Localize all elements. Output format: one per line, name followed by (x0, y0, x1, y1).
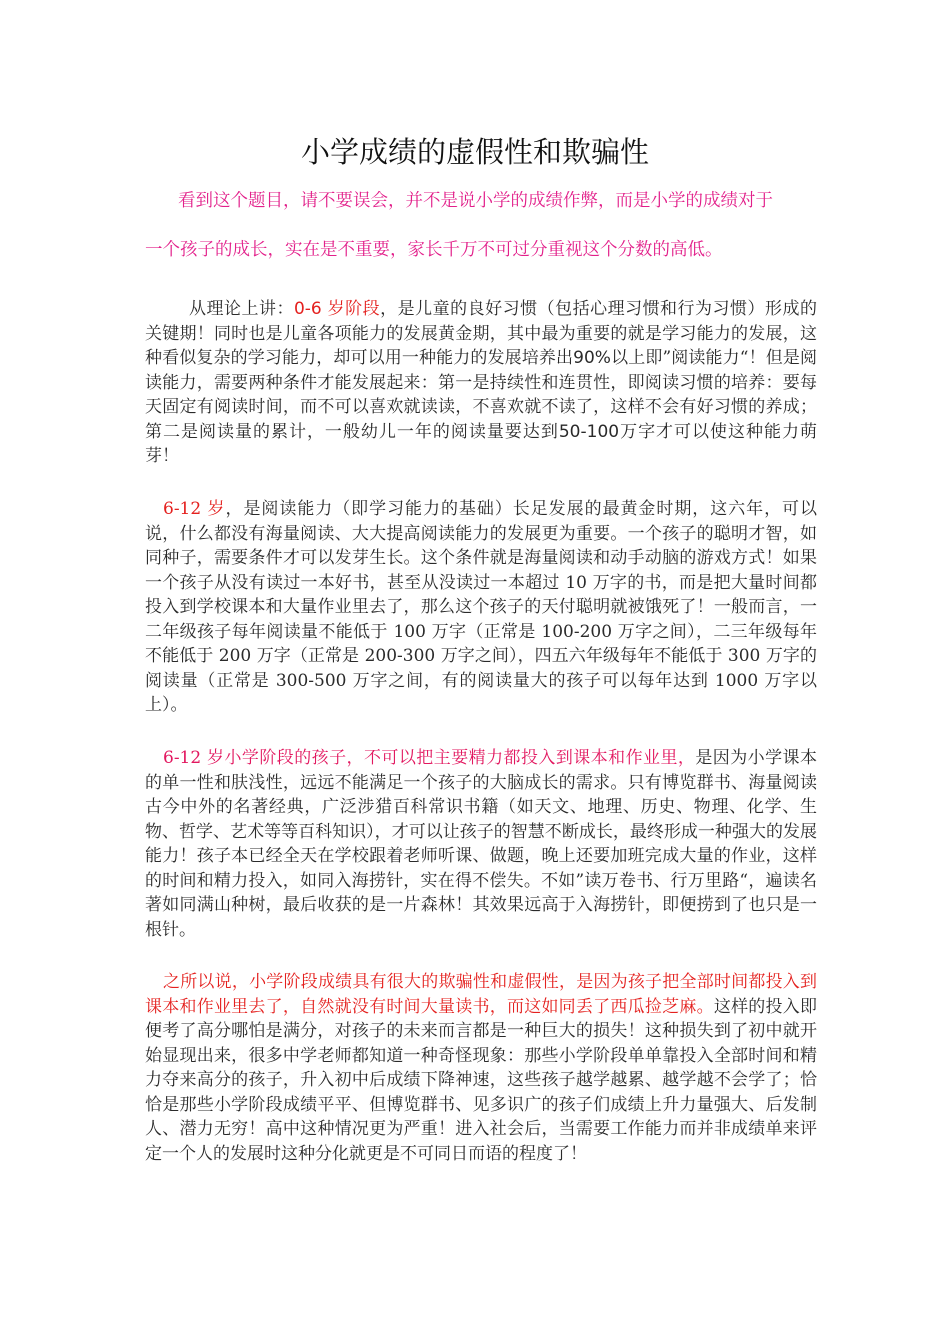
paragraph-conclusion (145, 970, 817, 1166)
page-title: 小学成绩的虚假性和欺骗性 (300, 135, 649, 169)
age-range-highlight: 0-6 岁阶段 (293, 299, 381, 319)
paragraph-text: ，是阅读能力（即学习能力的基础）长足发展的最黄金时期，这六年，可以说，什么都没有海量阅读、大大提高阅读能力的发展更为重要。一个孩子的聪明才智，如同种子，需要条件才可以发芽生长。这个条件就是海量阅读和动手动脑的游戏方式！如果一个孩子从没有读过一本好书，甚至从没读过一本超过 10 万字的书，而是把大量时间都投入到学校课本和大量作业里去了，那么这个孩子的天付聪明就被饿死了！一般而言，一二年级孩子每年阅读量不能低于 100 万字（正常是 100-200 万字之间），二三年级每年不能低于 200 万字（正常是 200-300 万字之间），四五六年级每年不能低于 300 万字的阅读量（正常是 300-500 万字之间，有的阅读量大的孩子可以每年达到 1000 万字以上）。 (145, 499, 817, 715)
emphasis-text: 之所以说，小学阶段成绩具有很大的欺骗性和虚假性，是因为孩子把全部时间都投入到课本和作业里去了，自然就没有时间大量读书，而这如同丢了西瓜捡芝麻。 (145, 972, 817, 1017)
paragraph-theory (145, 297, 817, 469)
paragraph-text: 万字才可以使这种能力萌芽！ (145, 421, 818, 466)
paragraph-text: 以上即”阅读能力“！但是阅读能力，需要两种条件才能发展起来：第一是持续性和连贯性，即阅读习惯的培养：要每天固定有阅读时间，而不可以喜欢就读读，不喜欢就不读了，这样不会有好习惯的养成；第二是阅读量的累计，一般幼儿一年的阅读量要达到 (145, 348, 817, 442)
paragraph-text: 是因为小学课本的单一性和肤浅性，远远不能满足一个孩子的大脑成长的需求。只有博览群书、海量阅读古今中外的名著经典，广泛涉猎百科常识书籍（如天文、地理、历史、物理、化学、生物、哲学、艺术等等百科知识），才可以让孩子的智慧不断成长，最终形成一种强大的发展能力！孩子本已经全天在学校跟着老师听课、做题，晚上还要加班完成大量的作业，这样的时间和精力投入，如同入海捞针，实在得不偿失。不如”读万卷书、行万里路“，遍读名著如同满山种树，最后收获的是一片森林！其效果远高于入海捞针，即便捞到了也只是一根针。 (145, 748, 817, 940)
paragraph-reading-age (145, 497, 817, 718)
paragraph-text: 这样的投入即便考了高分哪怕是满分，对孩子的未来而言都是一种巨大的损失！这种损失到了初中就开始显现出来，很多中学老师都知道一种奇怪现象：那些小学阶段单单靠投入全部时间和精力夺来高分的孩子，升入初中后成绩下降神速，这些孩子越学越累、越学越不会学了；恰恰是那些小学阶段成绩平平、但博览群书、见多识广的孩子们成绩上升力量强大、后发制人、潜力无穷！高中这种情况更为严重！进入社会后，当需要工作能力而并非成绩单来评定一个人的发展时这种分化就更是不可同日而语的程度了！ (145, 996, 818, 1164)
emphasis-text: 6-12 岁小学阶段的孩子，不可以把主要精力都投入到课本和作业里， (163, 748, 696, 768)
paragraph-text: ，是儿童的良好习惯（包括心理习惯和行为习惯）形成的关键期！同时也是儿童各项能力的发展黄金期，其中最为重要的就是学习能力的发展，这种看似复杂的学习能力，却可以用一种能力的发展培养出 (145, 299, 818, 368)
intro-line-1: 看到这个题目，请不要误会，并不是说小学的成绩作弊，而是小学的成绩对于 (178, 191, 773, 211)
intro-line-2: 一个孩子的成长，实在是不重要，家长千万不可过分重视这个分数的高低。 (145, 240, 723, 260)
age-range-highlight: 6-12 岁 (163, 499, 226, 519)
paragraph-text: 从理论上讲： (189, 299, 294, 319)
word-count-value: 50-100 (558, 421, 620, 442)
paragraph-primary-stage (145, 746, 817, 942)
percent-value: 90% (573, 348, 611, 368)
